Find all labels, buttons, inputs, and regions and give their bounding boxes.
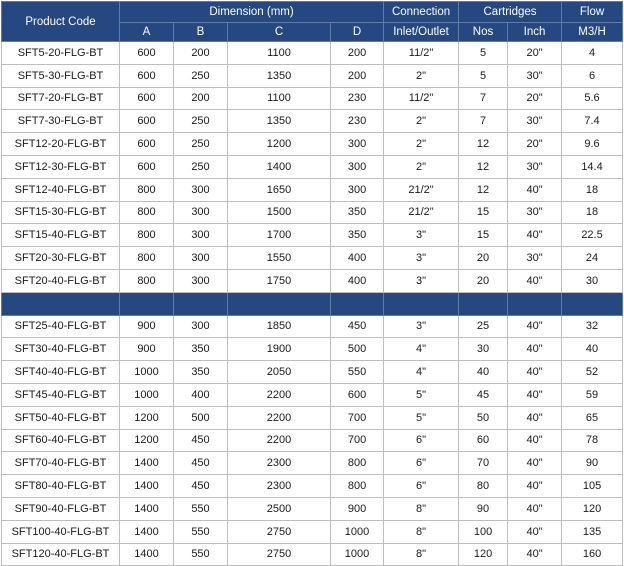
cell-inch: 40" — [508, 338, 562, 361]
cell-flow: 90 — [562, 452, 623, 475]
cell-nos: 45 — [459, 383, 508, 406]
cell-dim-b: 300 — [174, 269, 228, 292]
cell-dim-d: 400 — [331, 247, 384, 270]
cell-product-code: SFT15-40-FLG-BT — [2, 224, 120, 247]
cell-dim-c: 1200 — [228, 133, 331, 156]
cell-dim-a: 800 — [120, 178, 174, 201]
separator-cell — [459, 292, 508, 315]
cell-inch: 30" — [508, 201, 562, 224]
cell-flow: 40 — [562, 338, 623, 361]
cell-nos: 20 — [459, 247, 508, 270]
cell-inlet-outlet: 11/2" — [384, 87, 459, 110]
cell-inch: 20" — [508, 133, 562, 156]
cell-dim-b: 450 — [174, 429, 228, 452]
separator-cell — [120, 292, 174, 315]
cell-dim-a: 600 — [120, 133, 174, 156]
cell-inlet-outlet: 2" — [384, 64, 459, 87]
cell-inch: 40" — [508, 543, 562, 566]
cell-inch: 40" — [508, 383, 562, 406]
separator-cell — [2, 292, 120, 315]
cell-nos: 80 — [459, 475, 508, 498]
cell-nos: 7 — [459, 87, 508, 110]
cell-flow: 18 — [562, 178, 623, 201]
cell-inlet-outlet: 4" — [384, 361, 459, 384]
table-row — [2, 361, 623, 384]
cell-product-code: SFT40-40-FLG-BT — [2, 361, 120, 384]
cell-dim-c: 1750 — [228, 269, 331, 292]
cell-dim-b: 300 — [174, 224, 228, 247]
cell-inlet-outlet: 4" — [384, 338, 459, 361]
cell-dim-c: 1350 — [228, 64, 331, 87]
table-row — [2, 315, 623, 338]
cell-nos: 90 — [459, 497, 508, 520]
cell-flow: 6 — [562, 64, 623, 87]
cell-inlet-outlet: 21/2" — [384, 178, 459, 201]
cell-inlet-outlet: 3" — [384, 224, 459, 247]
table-row — [2, 201, 623, 224]
header-inch: Inch — [508, 23, 562, 42]
cell-dim-a: 1000 — [120, 361, 174, 384]
cell-dim-a: 600 — [120, 64, 174, 87]
cell-dim-d: 350 — [331, 224, 384, 247]
cell-nos: 70 — [459, 452, 508, 475]
cell-dim-c: 1100 — [228, 42, 331, 65]
separator-cell — [508, 292, 562, 315]
cell-product-code: SFT100-40-FLG-BT — [2, 520, 120, 543]
cell-flow: 5.6 — [562, 87, 623, 110]
cell-dim-c: 1700 — [228, 224, 331, 247]
cell-dim-b: 300 — [174, 315, 228, 338]
cell-dim-d: 800 — [331, 475, 384, 498]
table-row — [2, 224, 623, 247]
cell-flow: 4 — [562, 42, 623, 65]
cell-nos: 40 — [459, 361, 508, 384]
cell-inch: 40" — [508, 452, 562, 475]
cell-flow: 105 — [562, 475, 623, 498]
cell-inlet-outlet: 6" — [384, 475, 459, 498]
cell-inlet-outlet: 8" — [384, 543, 459, 566]
cell-dim-b: 550 — [174, 543, 228, 566]
cell-product-code: SFT80-40-FLG-BT — [2, 475, 120, 498]
cell-nos: 15 — [459, 224, 508, 247]
cell-dim-a: 900 — [120, 315, 174, 338]
cell-product-code: SFT12-20-FLG-BT — [2, 133, 120, 156]
cell-dim-c: 1100 — [228, 87, 331, 110]
cell-dim-c: 1650 — [228, 178, 331, 201]
cell-product-code: SFT70-40-FLG-BT — [2, 452, 120, 475]
header-nos: Nos — [459, 23, 508, 42]
header-cartridges: Cartridges — [459, 2, 562, 23]
cell-flow: 30 — [562, 269, 623, 292]
cell-inlet-outlet: 2" — [384, 155, 459, 178]
cell-nos: 5 — [459, 42, 508, 65]
cell-product-code: SFT25-40-FLG-BT — [2, 315, 120, 338]
cell-dim-a: 1400 — [120, 475, 174, 498]
cell-dim-d: 700 — [331, 406, 384, 429]
header-inlet-outlet: Inlet/Outlet — [384, 23, 459, 42]
cell-nos: 120 — [459, 543, 508, 566]
header-c: C — [228, 23, 331, 42]
cell-product-code: SFT12-30-FLG-BT — [2, 155, 120, 178]
cell-inch: 30" — [508, 155, 562, 178]
cell-dim-b: 250 — [174, 133, 228, 156]
cell-dim-b: 250 — [174, 110, 228, 133]
separator-cell — [174, 292, 228, 315]
cell-inlet-outlet: 11/2" — [384, 42, 459, 65]
cell-inch: 30" — [508, 64, 562, 87]
cell-inch: 20" — [508, 87, 562, 110]
header-a: A — [120, 23, 174, 42]
header-dimension: Dimension (mm) — [120, 2, 384, 23]
cell-inch: 40" — [508, 406, 562, 429]
table-row — [2, 155, 623, 178]
cell-dim-a: 1400 — [120, 497, 174, 520]
table-row — [2, 497, 623, 520]
cell-product-code: SFT60-40-FLG-BT — [2, 429, 120, 452]
table-row — [2, 383, 623, 406]
cell-dim-c: 1900 — [228, 338, 331, 361]
table-row — [2, 338, 623, 361]
cell-nos: 5 — [459, 64, 508, 87]
cell-dim-a: 800 — [120, 201, 174, 224]
cell-dim-b: 300 — [174, 247, 228, 270]
cell-dim-c: 2200 — [228, 406, 331, 429]
table-row — [2, 520, 623, 543]
cell-flow: 22.5 — [562, 224, 623, 247]
cell-flow: 7.4 — [562, 110, 623, 133]
table-row — [2, 64, 623, 87]
cell-inch: 40" — [508, 315, 562, 338]
cell-inlet-outlet: 3" — [384, 315, 459, 338]
cell-dim-c: 1350 — [228, 110, 331, 133]
cell-dim-c: 2750 — [228, 543, 331, 566]
cell-nos: 100 — [459, 520, 508, 543]
cell-dim-a: 600 — [120, 42, 174, 65]
cell-dim-b: 350 — [174, 361, 228, 384]
cell-nos: 60 — [459, 429, 508, 452]
cell-dim-d: 300 — [331, 155, 384, 178]
header-m3h: M3/H — [562, 23, 623, 42]
cell-flow: 65 — [562, 406, 623, 429]
cell-dim-b: 300 — [174, 178, 228, 201]
cell-dim-d: 1000 — [331, 543, 384, 566]
cell-dim-d: 800 — [331, 452, 384, 475]
cell-flow: 52 — [562, 361, 623, 384]
cell-product-code: SFT45-40-FLG-BT — [2, 383, 120, 406]
cell-inlet-outlet: 5" — [384, 406, 459, 429]
cell-product-code: SFT20-30-FLG-BT — [2, 247, 120, 270]
product-spec-table — [1, 1, 623, 566]
cell-dim-d: 200 — [331, 42, 384, 65]
cell-nos: 15 — [459, 201, 508, 224]
cell-product-code: SFT20-40-FLG-BT — [2, 269, 120, 292]
table-row — [2, 178, 623, 201]
table-row — [2, 452, 623, 475]
cell-product-code: SFT5-30-FLG-BT — [2, 64, 120, 87]
cell-dim-a: 1000 — [120, 383, 174, 406]
cell-inlet-outlet: 2" — [384, 133, 459, 156]
cell-flow: 18 — [562, 201, 623, 224]
cell-inch: 40" — [508, 224, 562, 247]
cell-dim-c: 1400 — [228, 155, 331, 178]
cell-inlet-outlet: 5" — [384, 383, 459, 406]
cell-dim-a: 1400 — [120, 452, 174, 475]
cell-nos: 50 — [459, 406, 508, 429]
cell-flow: 24 — [562, 247, 623, 270]
separator-cell — [384, 292, 459, 315]
header-d: D — [331, 23, 384, 42]
cell-inlet-outlet: 8" — [384, 520, 459, 543]
cell-dim-a: 900 — [120, 338, 174, 361]
cell-dim-d: 230 — [331, 110, 384, 133]
header-connection: Connection — [384, 2, 459, 23]
cell-inch: 30" — [508, 110, 562, 133]
cell-dim-b: 450 — [174, 452, 228, 475]
cell-dim-b: 300 — [174, 201, 228, 224]
cell-dim-d: 400 — [331, 269, 384, 292]
cell-product-code: SFT7-20-FLG-BT — [2, 87, 120, 110]
cell-inlet-outlet: 2" — [384, 110, 459, 133]
table-row — [2, 247, 623, 270]
cell-dim-a: 800 — [120, 269, 174, 292]
cell-inlet-outlet: 6" — [384, 429, 459, 452]
header-b: B — [174, 23, 228, 42]
table-row — [2, 429, 623, 452]
cell-dim-a: 1200 — [120, 429, 174, 452]
table-row — [2, 42, 623, 65]
cell-flow: 9.6 — [562, 133, 623, 156]
cell-flow: 32 — [562, 315, 623, 338]
cell-dim-d: 230 — [331, 87, 384, 110]
cell-product-code: SFT120-40-FLG-BT — [2, 543, 120, 566]
cell-dim-a: 800 — [120, 224, 174, 247]
separator-cell — [562, 292, 623, 315]
cell-dim-d: 550 — [331, 361, 384, 384]
cell-dim-b: 500 — [174, 406, 228, 429]
table-row — [2, 406, 623, 429]
cell-dim-d: 300 — [331, 133, 384, 156]
cell-dim-d: 350 — [331, 201, 384, 224]
table-body — [2, 42, 623, 566]
table-row — [2, 133, 623, 156]
cell-nos: 12 — [459, 178, 508, 201]
cell-nos: 20 — [459, 269, 508, 292]
cell-dim-a: 1400 — [120, 520, 174, 543]
cell-dim-d: 900 — [331, 497, 384, 520]
cell-product-code: SFT30-40-FLG-BT — [2, 338, 120, 361]
cell-dim-c: 2300 — [228, 452, 331, 475]
cell-inch: 40" — [508, 429, 562, 452]
cell-dim-b: 200 — [174, 87, 228, 110]
cell-dim-a: 1400 — [120, 543, 174, 566]
table-row — [2, 87, 623, 110]
cell-dim-d: 500 — [331, 338, 384, 361]
cell-nos: 12 — [459, 133, 508, 156]
cell-dim-b: 350 — [174, 338, 228, 361]
cell-dim-b: 250 — [174, 155, 228, 178]
separator-cell — [228, 292, 331, 315]
cell-dim-c: 2750 — [228, 520, 331, 543]
cell-flow: 160 — [562, 543, 623, 566]
table-row — [2, 543, 623, 566]
cell-dim-d: 700 — [331, 429, 384, 452]
cell-dim-c: 2200 — [228, 429, 331, 452]
cell-product-code: SFT7-30-FLG-BT — [2, 110, 120, 133]
cell-dim-a: 600 — [120, 87, 174, 110]
cell-dim-d: 300 — [331, 178, 384, 201]
cell-inch: 40" — [508, 520, 562, 543]
cell-flow: 14.4 — [562, 155, 623, 178]
cell-dim-c: 1850 — [228, 315, 331, 338]
cell-dim-b: 250 — [174, 64, 228, 87]
cell-dim-b: 200 — [174, 42, 228, 65]
cell-flow: 135 — [562, 520, 623, 543]
cell-inch: 40" — [508, 475, 562, 498]
cell-inch: 30" — [508, 247, 562, 270]
cell-dim-c: 1500 — [228, 201, 331, 224]
cell-dim-b: 550 — [174, 497, 228, 520]
cell-inch: 40" — [508, 178, 562, 201]
cell-flow: 120 — [562, 497, 623, 520]
cell-inch: 40" — [508, 361, 562, 384]
cell-inlet-outlet: 6" — [384, 452, 459, 475]
cell-flow: 78 — [562, 429, 623, 452]
cell-dim-a: 1200 — [120, 406, 174, 429]
table-row — [2, 475, 623, 498]
cell-inlet-outlet: 3" — [384, 269, 459, 292]
cell-inch: 40" — [508, 497, 562, 520]
cell-product-code: SFT5-20-FLG-BT — [2, 42, 120, 65]
cell-dim-b: 450 — [174, 475, 228, 498]
header-product-code: Product Code — [2, 2, 120, 42]
cell-inlet-outlet: 3" — [384, 247, 459, 270]
cell-product-code: SFT50-40-FLG-BT — [2, 406, 120, 429]
cell-dim-d: 600 — [331, 383, 384, 406]
cell-nos: 12 — [459, 155, 508, 178]
cell-inch: 20" — [508, 42, 562, 65]
cell-dim-c: 2300 — [228, 475, 331, 498]
separator-cell — [331, 292, 384, 315]
cell-inlet-outlet: 21/2" — [384, 201, 459, 224]
cell-inlet-outlet: 8" — [384, 497, 459, 520]
cell-product-code: SFT12-40-FLG-BT — [2, 178, 120, 201]
cell-dim-d: 200 — [331, 64, 384, 87]
cell-dim-a: 600 — [120, 155, 174, 178]
cell-dim-a: 800 — [120, 247, 174, 270]
header-flow: Flow — [562, 2, 623, 23]
cell-dim-c: 1550 — [228, 247, 331, 270]
group-separator-row — [2, 292, 623, 315]
cell-dim-a: 600 — [120, 110, 174, 133]
cell-dim-c: 2500 — [228, 497, 331, 520]
cell-nos: 25 — [459, 315, 508, 338]
cell-product-code: SFT90-40-FLG-BT — [2, 497, 120, 520]
cell-dim-d: 450 — [331, 315, 384, 338]
cell-dim-b: 550 — [174, 520, 228, 543]
cell-dim-b: 400 — [174, 383, 228, 406]
cell-dim-d: 1000 — [331, 520, 384, 543]
cell-nos: 7 — [459, 110, 508, 133]
table-row — [2, 110, 623, 133]
cell-dim-c: 2200 — [228, 383, 331, 406]
cell-dim-c: 2050 — [228, 361, 331, 384]
cell-nos: 30 — [459, 338, 508, 361]
cell-inch: 40" — [508, 269, 562, 292]
cell-product-code: SFT15-30-FLG-BT — [2, 201, 120, 224]
cell-flow: 59 — [562, 383, 623, 406]
table-row — [2, 269, 623, 292]
